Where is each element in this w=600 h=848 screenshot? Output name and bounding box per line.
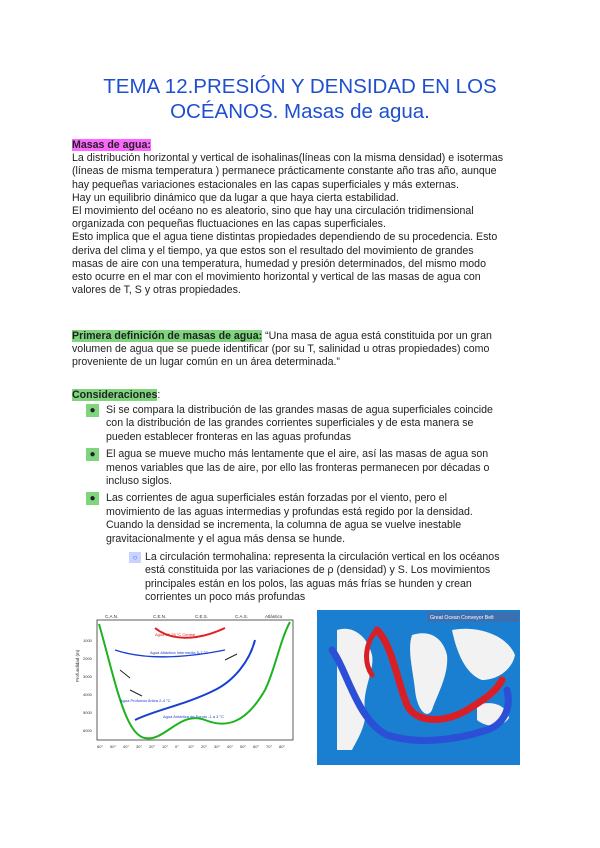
paragraph-line: El movimiento del océano no es aleatorio, sino que hay una circulación tridimensional xyxy=(72,205,474,218)
lat-tick: 80° xyxy=(279,744,286,749)
top-tick-label: C.A.S. xyxy=(235,614,249,619)
sub-list-item xyxy=(129,551,545,605)
lat-tick: 60° xyxy=(97,744,104,749)
lat-tick: 40° xyxy=(123,744,130,749)
list-item xyxy=(86,492,526,546)
paragraph-line: volumen de agua que se puede identificar (por su T, salinidad u otras propiedades) como xyxy=(72,343,490,356)
depth-tick: 1000 xyxy=(83,638,92,643)
bullet-line: Cuando la densidad se incrementa, la columna de agua se vuelve inestable xyxy=(106,519,462,532)
section-heading-consideraciones: Consideraciones xyxy=(72,389,158,401)
section-definicion xyxy=(72,330,534,370)
lat-tick: 10° xyxy=(188,744,195,749)
water-mass-label: Agua Profunda Ártica 2-4 °C xyxy=(120,698,171,703)
section-heading-masas: Masas de agua: xyxy=(72,139,151,151)
bullet-line: Las corrientes de agua superficiales están forzadas por el viento, pero el xyxy=(106,492,447,505)
bullet-line: con la distribución de las grandes corrientes superficiales y de esta manera se xyxy=(106,417,474,430)
conveyor-belt-map xyxy=(317,610,520,765)
lat-tick: 0° xyxy=(175,744,179,749)
depth-axis-label: Profundidad (m) xyxy=(75,649,80,682)
depth-tick: 5000 xyxy=(83,710,92,715)
lat-tick: 30° xyxy=(136,744,143,749)
paragraph-line: La distribución horizontal y vertical de isohalinas(líneas con la misma densidad) e isotermas xyxy=(72,152,504,165)
sub-bullet-line: está constituida por las variaciones de ρ (densidad) y S. Los movimientos xyxy=(145,564,491,577)
title-line-2: OCÉANOS. Masas de agua. xyxy=(170,100,430,123)
lat-tick: 10° xyxy=(162,744,169,749)
section-heading-definicion: Primera definición de masas de agua: xyxy=(72,330,263,342)
water-mass-label: Agua Atlántica Intermedia 5-7 °C xyxy=(150,650,209,655)
lat-tick: 40° xyxy=(227,744,234,749)
lat-tick: 30° xyxy=(214,744,221,749)
depth-tick: 2000 xyxy=(83,656,92,661)
list-item xyxy=(86,448,526,488)
bullet-line: gravitacionalmente y el agua más densa se hunde. xyxy=(106,532,346,545)
list-item xyxy=(86,404,526,444)
lat-tick: 60° xyxy=(253,744,260,749)
top-tick-label: C.E.S. xyxy=(195,614,209,619)
bullet-line: movimiento de las aguas intermedias y profundas está regido por la densidad. xyxy=(106,505,473,518)
paragraph-line: valores de T, S y otras propiedades. xyxy=(72,284,241,297)
lat-tick: 20° xyxy=(149,744,156,749)
lat-tick: 50° xyxy=(110,744,117,749)
depth-tick: 4000 xyxy=(83,692,92,697)
heading-colon: : xyxy=(157,389,161,401)
sub-bullet-line: principales están en los polos, las aguas más frías se hunden y crean xyxy=(145,577,472,590)
paragraph-line: esto ocurre en el mar con el movimiento horizontal y vertical de las masas de agua con xyxy=(72,271,481,284)
map-caption: Great Ocean Conveyor Belt xyxy=(430,615,494,621)
bullet-list xyxy=(86,404,526,546)
depth-tick: 6000 xyxy=(83,728,92,733)
paragraph-line: proveniente de un lugar común en un área determinada.” xyxy=(72,356,340,369)
bullet-line: incluso siglos. xyxy=(106,475,172,488)
top-tick-label: C.A.N. xyxy=(105,614,119,619)
bullet-icon: ● xyxy=(86,492,99,505)
title-line-1: TEMA 12.PRESIÓN Y DENSIDAD EN LOS xyxy=(103,75,497,98)
top-tick-label: C.E.N. xyxy=(153,614,167,619)
depth-tick: 3000 xyxy=(83,674,92,679)
section-masas-de-agua xyxy=(72,139,534,297)
lat-tick: 50° xyxy=(240,744,247,749)
ocean-label: Atlántico xyxy=(265,614,283,619)
sub-bullet-line: corrientes un poco más profundas xyxy=(145,591,306,604)
section-consideraciones xyxy=(72,389,534,402)
paragraph-line: (líneas de misma temperatura ) permanece prácticamente constante año tras año, aunque xyxy=(72,165,497,178)
paragraph-line: Esto implica que el agua tiene distintas propiedades dependiendo de su procedencia. Esto xyxy=(72,231,498,244)
bullet-line: menos variables que las de aire, por ello las fronteras permanecen por décadas o xyxy=(106,461,490,474)
paragraph-line: hay pequeñas variaciones estacionales en las capas superficiales y más externas. xyxy=(72,178,459,191)
sub-bullet-line: La circulación termohalina: representa la circulación vertical en los océanos xyxy=(145,551,500,563)
lat-tick: 70° xyxy=(266,744,273,749)
paragraph-line: organizada con pequeñas fluctuaciones en las capas superficiales. xyxy=(72,218,386,231)
bullet-line: El agua se mueve mucho más lentamente que el aire, así las masas de agua son xyxy=(106,448,489,461)
paragraph-line: deriva del clima y el tiempo, ya que estos son el resultado del movimiento de grandes xyxy=(72,244,474,257)
water-mass-label: Agua 25-28 °C Central xyxy=(155,632,196,637)
sub-bullet-icon: ○ xyxy=(129,552,141,563)
water-mass-label: Agua Antártica de Fondo -1 a 3 °C xyxy=(163,714,224,719)
page-title xyxy=(60,74,540,124)
definition-quote-start: “Una masa de agua está constituida por un gran xyxy=(262,330,492,342)
bullet-line: Si se compara la distribución de las grandes masas de agua superficiales coincide xyxy=(106,404,493,416)
lat-tick: 20° xyxy=(201,744,208,749)
atlantic-section-figure xyxy=(75,610,300,760)
paragraph-line: Hay un equilibrio dinámico que da lugar a que haya cierta estabilidad. xyxy=(72,191,399,204)
bullet-icon: ● xyxy=(86,448,99,461)
bullet-line: pueden establecer fronteras en las aguas profundas xyxy=(106,430,352,443)
paragraph-line: masas de aire con una temperatura, humedad y presión determinados, del mismo modo xyxy=(72,257,486,270)
bullet-icon: ● xyxy=(86,404,99,417)
